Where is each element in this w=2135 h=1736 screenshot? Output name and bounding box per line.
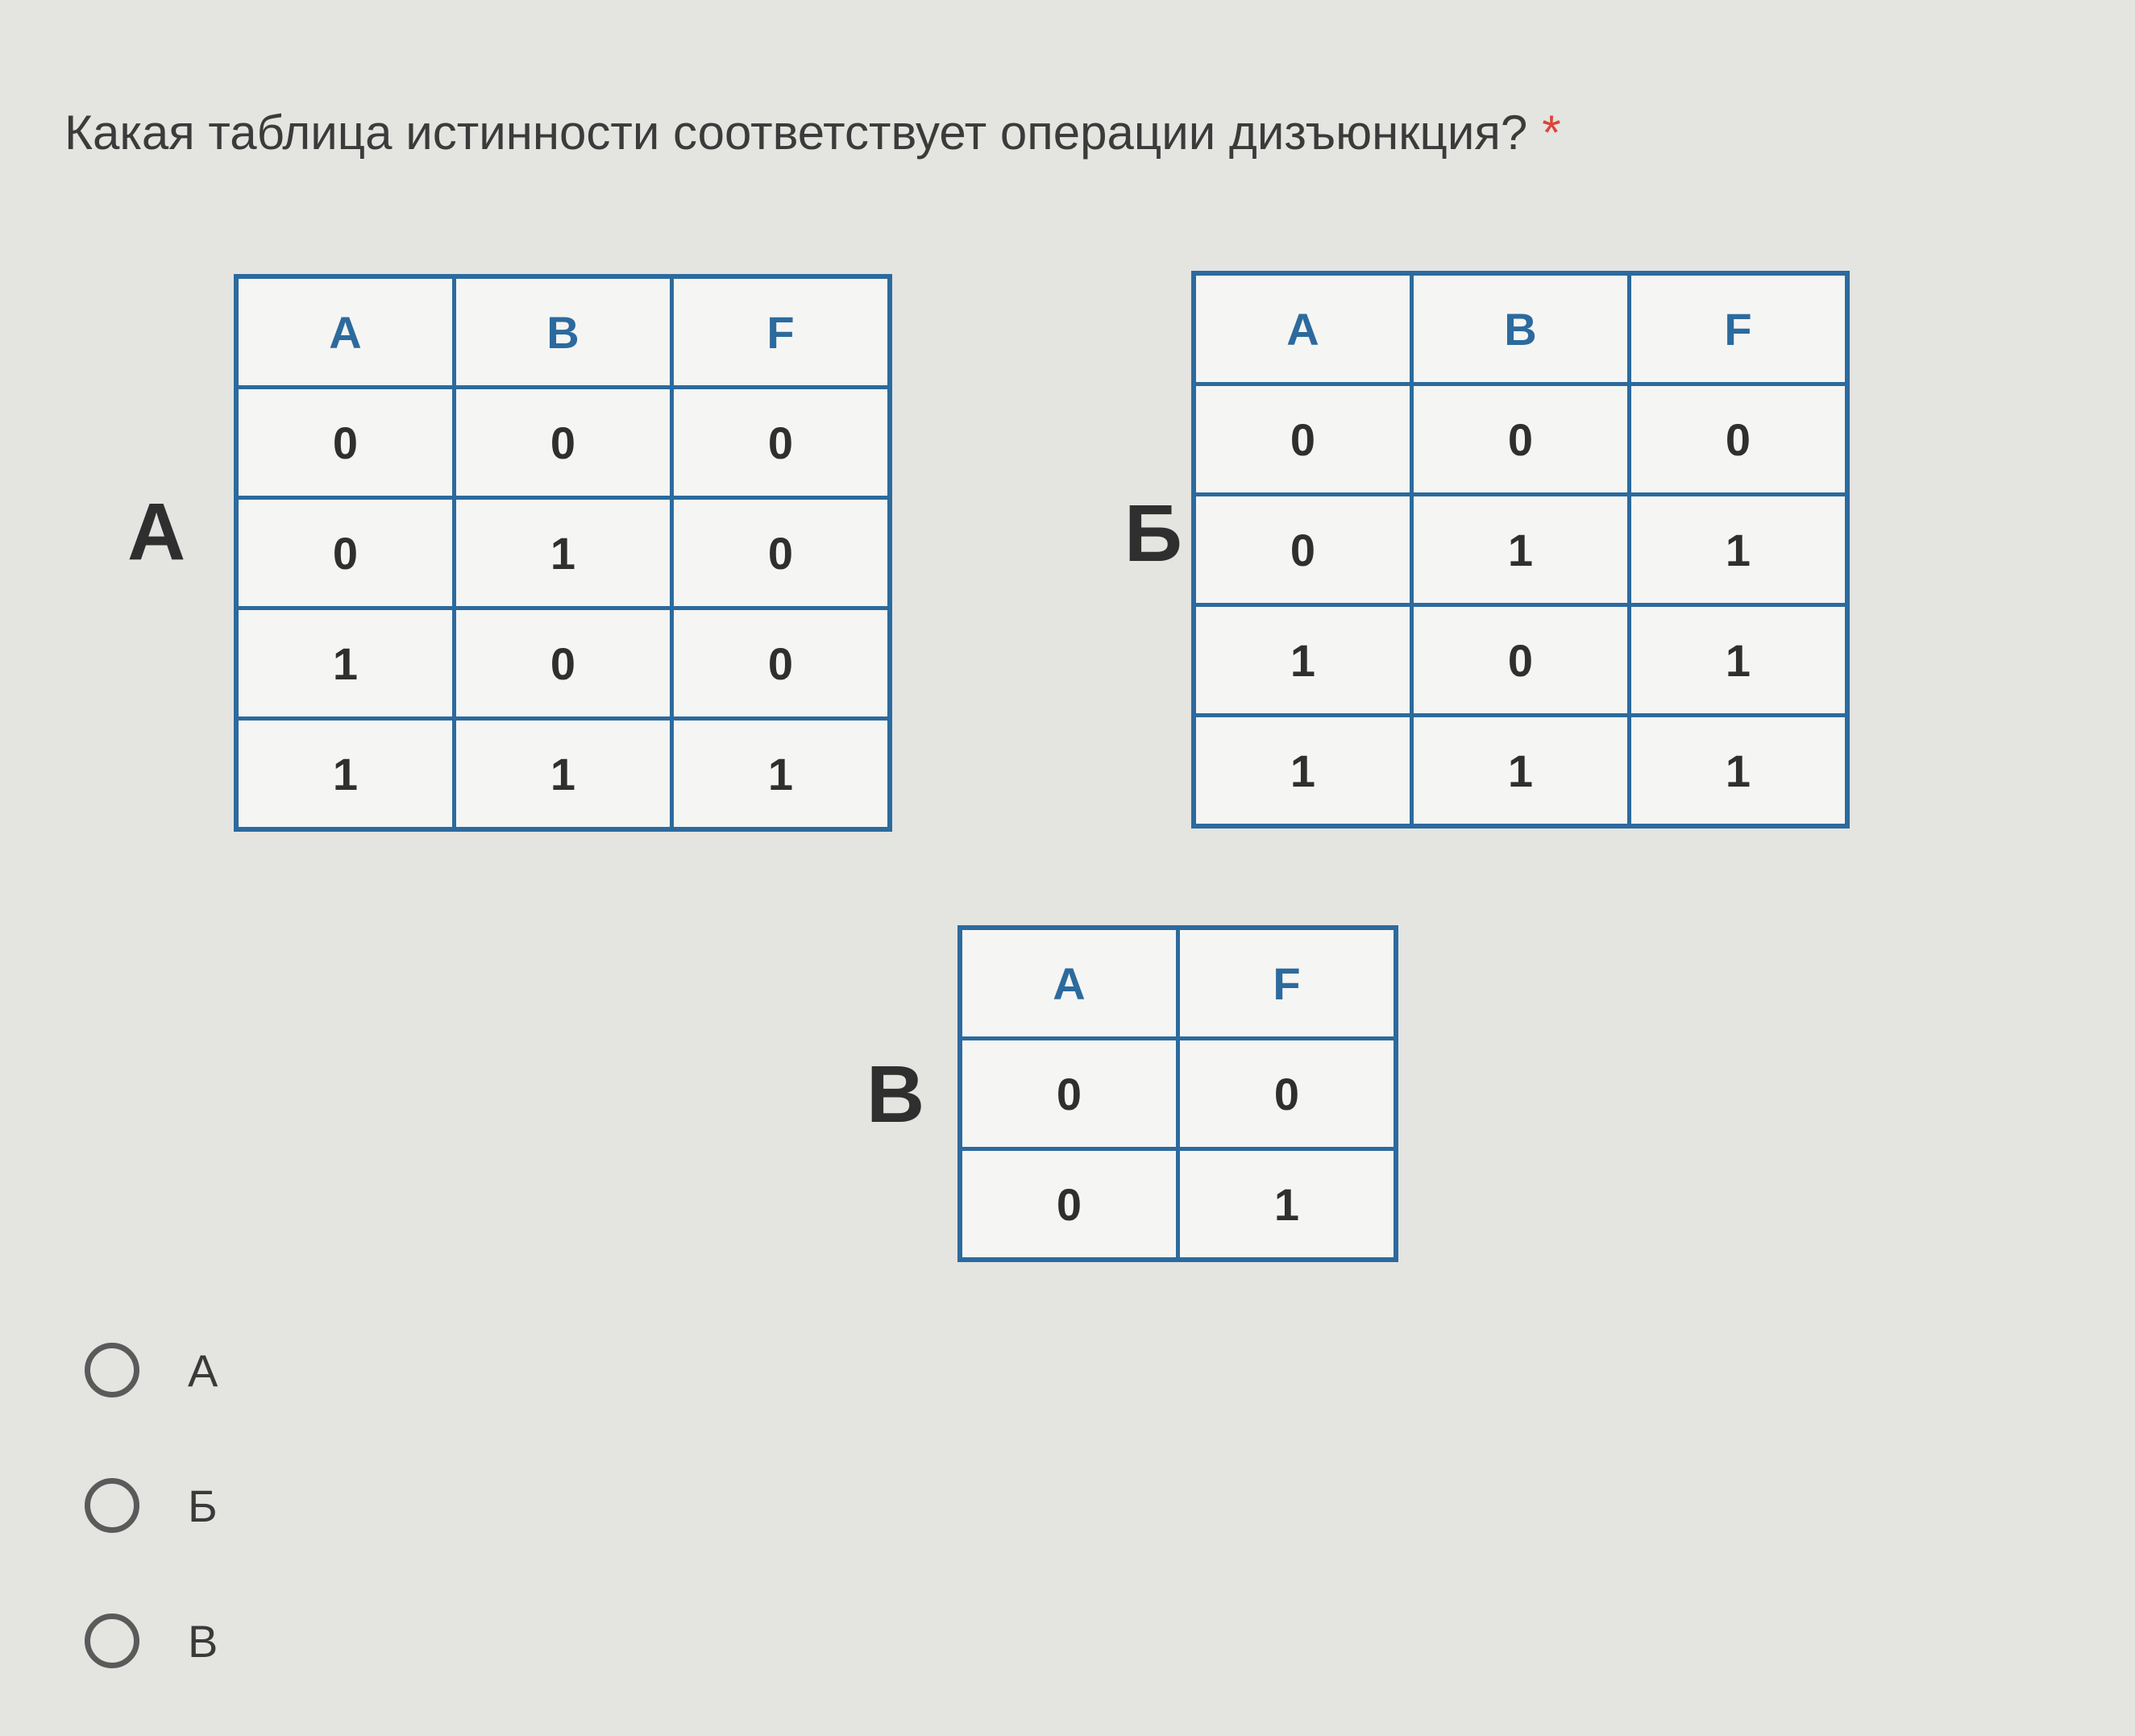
table-cell: 0 (1178, 1039, 1397, 1149)
header-cell: A (960, 928, 1178, 1039)
table-cell: 1 (236, 608, 455, 719)
table-cell: 0 (672, 608, 891, 719)
table-cell: 0 (672, 498, 891, 608)
table-row (236, 608, 890, 719)
table-row (960, 1149, 1396, 1260)
table-header-row (1194, 273, 1847, 384)
table-cell: 1 (672, 719, 891, 830)
option-label: Б (188, 1480, 218, 1531)
option-c[interactable] (85, 1597, 218, 1685)
radio-button-icon[interactable] (85, 1343, 139, 1398)
required-asterisk: * (1542, 106, 1561, 160)
header-cell: A (236, 276, 455, 388)
radio-button-icon[interactable] (85, 1478, 139, 1533)
table-cell: 1 (1412, 716, 1630, 827)
table-cell: 0 (1194, 495, 1412, 605)
table-row (236, 498, 890, 608)
table-cell: 0 (1412, 384, 1630, 495)
table-cell: 0 (1412, 605, 1630, 716)
table-row (1194, 605, 1847, 716)
table-cell: 1 (1178, 1149, 1397, 1260)
table-cell: 0 (236, 388, 455, 498)
table-cell: 1 (1630, 495, 1848, 605)
header-cell: B (1412, 273, 1630, 384)
table-cell: 0 (960, 1039, 1178, 1149)
option-a[interactable] (85, 1326, 218, 1414)
header-cell: F (1630, 273, 1848, 384)
table-cell: 0 (236, 498, 455, 608)
table-cell: 1 (455, 719, 672, 830)
question-text: Какая таблица истинности соответствует операции дизъюнкция? (64, 106, 1528, 160)
truth-table-c (957, 925, 1398, 1262)
table-cell: 0 (455, 608, 672, 719)
option-b[interactable] (85, 1461, 218, 1550)
header-cell: F (1178, 928, 1397, 1039)
option-label: В (188, 1615, 218, 1667)
table-cell: 1 (1630, 605, 1848, 716)
header-cell: F (672, 276, 891, 388)
table-cell: 1 (1194, 716, 1412, 827)
table-cell: 0 (1630, 384, 1848, 495)
table-cell: 1 (455, 498, 672, 608)
table-row (236, 719, 890, 830)
table-cell: 0 (455, 388, 672, 498)
table-row (1194, 716, 1847, 827)
table-cell: 1 (1412, 495, 1630, 605)
table-b-label: Б (1124, 488, 1182, 579)
table-c-label: В (866, 1049, 925, 1140)
table-cell: 0 (672, 388, 891, 498)
truth-table-b (1191, 271, 1850, 829)
answer-options (85, 1326, 218, 1732)
table-row (960, 1039, 1396, 1149)
table-cell: 1 (1194, 605, 1412, 716)
table-cell: 1 (1630, 716, 1848, 827)
header-cell: B (455, 276, 672, 388)
table-row (1194, 495, 1847, 605)
table-row (236, 388, 890, 498)
table-cell: 0 (1194, 384, 1412, 495)
radio-button-icon[interactable] (85, 1613, 139, 1668)
truth-table-a (234, 274, 892, 832)
header-cell: A (1194, 273, 1412, 384)
table-row (1194, 384, 1847, 495)
table-header-row (236, 276, 890, 388)
question-title (64, 105, 1561, 160)
table-a-label: А (127, 487, 186, 577)
table-cell: 0 (960, 1149, 1178, 1260)
table-cell: 1 (236, 719, 455, 830)
option-label: А (188, 1344, 218, 1396)
table-header-row (960, 928, 1396, 1039)
